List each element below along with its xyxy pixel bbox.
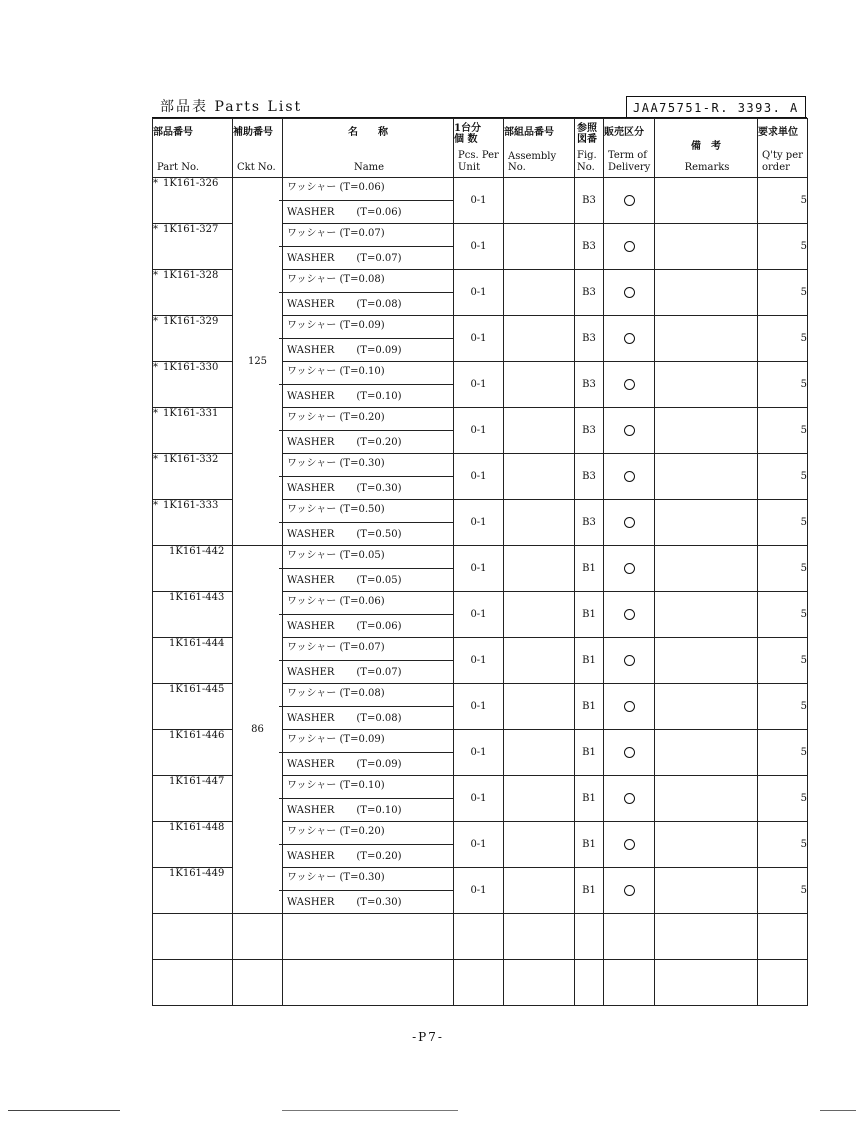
remarks bbox=[655, 362, 758, 408]
part-number-cell bbox=[153, 730, 233, 776]
col-name: 名 称 Name bbox=[283, 119, 454, 178]
part-number: 1K161-448 bbox=[169, 822, 225, 833]
spec: (T=0.09) bbox=[339, 734, 385, 745]
qty-per-order: 5 bbox=[758, 546, 808, 592]
parts-table bbox=[152, 118, 808, 1006]
name-cell bbox=[283, 592, 454, 638]
circle-icon bbox=[624, 471, 635, 482]
fig-no: B1 bbox=[575, 776, 604, 822]
spec: (T=0.10) bbox=[356, 805, 402, 816]
circle-icon bbox=[624, 195, 635, 206]
name-cell bbox=[283, 868, 454, 914]
name-en: WASHER bbox=[287, 207, 335, 218]
name-en: WASHER bbox=[287, 529, 335, 540]
name-jp: ワッシャー bbox=[287, 872, 337, 883]
part-number-cell bbox=[153, 178, 233, 224]
circle-icon bbox=[624, 425, 635, 436]
empty-cell bbox=[604, 960, 655, 1006]
part-number: 1K161-327 bbox=[163, 224, 219, 235]
circle-icon bbox=[624, 839, 635, 850]
assembly-no bbox=[504, 776, 575, 822]
name-cell bbox=[283, 454, 454, 500]
remarks bbox=[655, 776, 758, 822]
fig-no: B1 bbox=[575, 730, 604, 776]
empty-cell bbox=[454, 914, 504, 960]
spec: (T=0.08) bbox=[339, 688, 385, 699]
name-cell bbox=[283, 822, 454, 868]
pcs-per-unit: 0-1 bbox=[454, 454, 504, 500]
empty-cell bbox=[504, 960, 575, 1006]
col-delivery: 販売区分 Term of Delivery bbox=[604, 119, 655, 178]
name-cell bbox=[283, 362, 454, 408]
spec: (T=0.07) bbox=[356, 253, 402, 264]
assembly-no bbox=[504, 454, 575, 500]
delivery-term bbox=[604, 362, 655, 408]
delivery-term bbox=[604, 270, 655, 316]
name-en: WASHER bbox=[287, 667, 335, 678]
fig-no: B1 bbox=[575, 546, 604, 592]
fig-no: B1 bbox=[575, 592, 604, 638]
qty-per-order: 5 bbox=[758, 362, 808, 408]
pcs-per-unit: 0-1 bbox=[454, 822, 504, 868]
qty-per-order: 5 bbox=[758, 592, 808, 638]
part-number: 1K161-449 bbox=[169, 868, 225, 879]
ckt-number: 125 bbox=[233, 178, 283, 546]
spec: (T=0.30) bbox=[339, 872, 385, 883]
assembly-no bbox=[504, 868, 575, 914]
part-number-cell bbox=[153, 546, 233, 592]
empty-cell bbox=[233, 914, 283, 960]
assembly-no bbox=[504, 408, 575, 454]
remarks bbox=[655, 684, 758, 730]
qty-per-order: 5 bbox=[758, 822, 808, 868]
pcs-per-unit: 0-1 bbox=[454, 730, 504, 776]
name-en: WASHER bbox=[287, 713, 335, 724]
part-number-cell bbox=[153, 224, 233, 270]
spec: (T=0.20) bbox=[339, 412, 385, 423]
assembly-no bbox=[504, 822, 575, 868]
pcs-per-unit: 0-1 bbox=[454, 868, 504, 914]
remarks bbox=[655, 868, 758, 914]
part-number-cell bbox=[153, 868, 233, 914]
empty-cell bbox=[283, 914, 454, 960]
circle-icon bbox=[624, 701, 635, 712]
assembly-no bbox=[504, 316, 575, 362]
revision-mark: * bbox=[153, 224, 158, 235]
spec: (T=0.08) bbox=[356, 713, 402, 724]
revision-mark: * bbox=[153, 454, 158, 465]
revision-mark: * bbox=[153, 178, 158, 189]
pcs-per-unit: 0-1 bbox=[454, 178, 504, 224]
empty-cell bbox=[283, 960, 454, 1006]
circle-icon bbox=[624, 379, 635, 390]
delivery-term bbox=[604, 546, 655, 592]
circle-icon bbox=[624, 885, 635, 896]
remarks bbox=[655, 316, 758, 362]
part-number-cell bbox=[153, 408, 233, 454]
pcs-per-unit: 0-1 bbox=[454, 316, 504, 362]
part-number-cell bbox=[153, 592, 233, 638]
fig-no: B1 bbox=[575, 822, 604, 868]
name-cell bbox=[283, 178, 454, 224]
delivery-term bbox=[604, 316, 655, 362]
remarks bbox=[655, 730, 758, 776]
circle-icon bbox=[624, 241, 635, 252]
name-jp: ワッシャー bbox=[287, 826, 337, 837]
part-number: 1K161-330 bbox=[163, 362, 219, 373]
assembly-no bbox=[504, 178, 575, 224]
remarks bbox=[655, 178, 758, 224]
revision-mark: * bbox=[153, 270, 158, 281]
ckt-number: 86 bbox=[233, 546, 283, 914]
circle-icon bbox=[624, 517, 635, 528]
circle-icon bbox=[624, 793, 635, 804]
spec: (T=0.10) bbox=[339, 366, 385, 377]
name-en: WASHER bbox=[287, 483, 335, 494]
col-ckt-no: 補助番号 Ckt No. bbox=[233, 119, 283, 178]
spec: (T=0.50) bbox=[339, 504, 385, 515]
name-jp: ワッシャー bbox=[287, 642, 337, 653]
remarks bbox=[655, 500, 758, 546]
pcs-per-unit: 0-1 bbox=[454, 500, 504, 546]
assembly-no bbox=[504, 224, 575, 270]
spec: (T=0.10) bbox=[356, 391, 402, 402]
col-remarks: 備 考 Remarks bbox=[655, 119, 758, 178]
name-en: WASHER bbox=[287, 621, 335, 632]
part-number: 1K161-331 bbox=[163, 408, 219, 419]
spec: (T=0.30) bbox=[356, 897, 402, 908]
name-en: WASHER bbox=[287, 253, 335, 264]
remarks bbox=[655, 270, 758, 316]
document-code: JAA75751-R. 3393. A bbox=[626, 96, 806, 118]
part-number: 1K161-442 bbox=[169, 546, 225, 557]
qty-per-order: 5 bbox=[758, 316, 808, 362]
scan-artifact bbox=[820, 1110, 856, 1111]
col-pcs-per-unit: 1台分 個 数 Pcs. Per Unit bbox=[454, 119, 504, 178]
remarks bbox=[655, 454, 758, 500]
spec: (T=0.05) bbox=[339, 550, 385, 561]
name-jp: ワッシャー bbox=[287, 182, 337, 193]
circle-icon bbox=[624, 609, 635, 620]
pcs-per-unit: 0-1 bbox=[454, 592, 504, 638]
spec: (T=0.06) bbox=[339, 596, 385, 607]
name-cell bbox=[283, 730, 454, 776]
remarks bbox=[655, 592, 758, 638]
name-jp: ワッシャー bbox=[287, 458, 337, 469]
empty-cell bbox=[575, 914, 604, 960]
delivery-term bbox=[604, 224, 655, 270]
pcs-per-unit: 0-1 bbox=[454, 408, 504, 454]
spec: (T=0.09) bbox=[356, 345, 402, 356]
col-assembly-no: 部組品番号 Assembly No. bbox=[504, 119, 575, 178]
delivery-term bbox=[604, 638, 655, 684]
name-jp: ワッシャー bbox=[287, 320, 337, 331]
empty-cell bbox=[454, 960, 504, 1006]
fig-no: B3 bbox=[575, 454, 604, 500]
spec: (T=0.07) bbox=[356, 667, 402, 678]
circle-icon bbox=[624, 333, 635, 344]
assembly-no bbox=[504, 362, 575, 408]
empty-cell bbox=[153, 960, 233, 1006]
col-fig-no: 参照 図番 Fig. No. bbox=[575, 119, 604, 178]
name-en: WASHER bbox=[287, 851, 335, 862]
col-part-no: 部品番号 Part No. bbox=[153, 119, 233, 178]
fig-no: B3 bbox=[575, 316, 604, 362]
empty-cell bbox=[655, 914, 758, 960]
part-number: 1K161-328 bbox=[163, 270, 219, 281]
pcs-per-unit: 0-1 bbox=[454, 224, 504, 270]
scan-artifact bbox=[282, 1110, 458, 1111]
qty-per-order: 5 bbox=[758, 776, 808, 822]
spec: (T=0.20) bbox=[356, 851, 402, 862]
name-cell bbox=[283, 776, 454, 822]
name-jp: ワッシャー bbox=[287, 228, 337, 239]
empty-cell bbox=[758, 960, 808, 1006]
assembly-no bbox=[504, 684, 575, 730]
revision-mark: * bbox=[153, 362, 158, 373]
assembly-no bbox=[504, 270, 575, 316]
part-number: 1K161-332 bbox=[163, 454, 219, 465]
delivery-term bbox=[604, 776, 655, 822]
qty-per-order: 5 bbox=[758, 730, 808, 776]
fig-no: B3 bbox=[575, 500, 604, 546]
name-cell bbox=[283, 316, 454, 362]
circle-icon bbox=[624, 655, 635, 666]
part-number: 1K161-443 bbox=[169, 592, 225, 603]
qty-per-order: 5 bbox=[758, 178, 808, 224]
col-qty-per-order: 要求単位 Q'ty per order bbox=[758, 119, 808, 178]
qty-per-order: 5 bbox=[758, 454, 808, 500]
empty-row bbox=[153, 960, 808, 1006]
part-number: 1K161-329 bbox=[163, 316, 219, 327]
spec: (T=0.06) bbox=[339, 182, 385, 193]
table-row bbox=[153, 178, 808, 224]
delivery-term bbox=[604, 178, 655, 224]
name-cell bbox=[283, 684, 454, 730]
spec: (T=0.50) bbox=[356, 529, 402, 540]
qty-per-order: 5 bbox=[758, 868, 808, 914]
name-en: WASHER bbox=[287, 299, 335, 310]
name-en: WASHER bbox=[287, 437, 335, 448]
assembly-no bbox=[504, 500, 575, 546]
name-jp: ワッシャー bbox=[287, 596, 337, 607]
delivery-term bbox=[604, 868, 655, 914]
empty-cell bbox=[153, 914, 233, 960]
spec: (T=0.07) bbox=[339, 228, 385, 239]
assembly-no bbox=[504, 592, 575, 638]
qty-per-order: 5 bbox=[758, 270, 808, 316]
part-number-cell bbox=[153, 270, 233, 316]
part-number-cell bbox=[153, 500, 233, 546]
circle-icon bbox=[624, 563, 635, 574]
fig-no: B1 bbox=[575, 868, 604, 914]
name-jp: ワッシャー bbox=[287, 504, 337, 515]
remarks bbox=[655, 822, 758, 868]
empty-cell bbox=[233, 960, 283, 1006]
name-en: WASHER bbox=[287, 805, 335, 816]
empty-cell bbox=[504, 914, 575, 960]
spec: (T=0.06) bbox=[356, 621, 402, 632]
remarks bbox=[655, 224, 758, 270]
spec: (T=0.20) bbox=[339, 826, 385, 837]
part-number: 1K161-326 bbox=[163, 178, 219, 189]
empty-cell bbox=[655, 960, 758, 1006]
pcs-per-unit: 0-1 bbox=[454, 684, 504, 730]
name-en: WASHER bbox=[287, 897, 335, 908]
part-number-cell bbox=[153, 316, 233, 362]
pcs-per-unit: 0-1 bbox=[454, 270, 504, 316]
part-number: 1K161-447 bbox=[169, 776, 225, 787]
circle-icon bbox=[624, 287, 635, 298]
fig-no: B3 bbox=[575, 270, 604, 316]
name-cell bbox=[283, 408, 454, 454]
name-jp: ワッシャー bbox=[287, 688, 337, 699]
scan-artifact bbox=[8, 1110, 120, 1111]
part-number: 1K161-333 bbox=[163, 500, 219, 511]
part-number: 1K161-445 bbox=[169, 684, 225, 695]
name-cell bbox=[283, 224, 454, 270]
pcs-per-unit: 0-1 bbox=[454, 776, 504, 822]
delivery-term bbox=[604, 730, 655, 776]
delivery-term bbox=[604, 684, 655, 730]
part-number-cell bbox=[153, 454, 233, 500]
name-en: WASHER bbox=[287, 391, 335, 402]
name-en: WASHER bbox=[287, 575, 335, 586]
empty-cell bbox=[604, 914, 655, 960]
delivery-term bbox=[604, 822, 655, 868]
fig-no: B3 bbox=[575, 362, 604, 408]
delivery-term bbox=[604, 592, 655, 638]
delivery-term bbox=[604, 408, 655, 454]
name-cell bbox=[283, 638, 454, 684]
assembly-no bbox=[504, 546, 575, 592]
spec: (T=0.08) bbox=[356, 299, 402, 310]
fig-no: B3 bbox=[575, 408, 604, 454]
qty-per-order: 5 bbox=[758, 684, 808, 730]
part-number-cell bbox=[153, 362, 233, 408]
name-jp: ワッシャー bbox=[287, 550, 337, 561]
name-jp: ワッシャー bbox=[287, 366, 337, 377]
name-jp: ワッシャー bbox=[287, 780, 337, 791]
delivery-term bbox=[604, 454, 655, 500]
remarks bbox=[655, 638, 758, 684]
name-jp: ワッシャー bbox=[287, 734, 337, 745]
qty-per-order: 5 bbox=[758, 500, 808, 546]
name-jp: ワッシャー bbox=[287, 274, 337, 285]
part-number-cell bbox=[153, 684, 233, 730]
empty-row bbox=[153, 914, 808, 960]
pcs-per-unit: 0-1 bbox=[454, 362, 504, 408]
delivery-term bbox=[604, 500, 655, 546]
qty-per-order: 5 bbox=[758, 408, 808, 454]
spec: (T=0.10) bbox=[339, 780, 385, 791]
empty-cell bbox=[575, 960, 604, 1006]
table-header-row bbox=[153, 119, 808, 178]
part-number: 1K161-446 bbox=[169, 730, 225, 741]
name-jp: ワッシャー bbox=[287, 412, 337, 423]
name-cell bbox=[283, 500, 454, 546]
spec: (T=0.20) bbox=[356, 437, 402, 448]
part-number-cell bbox=[153, 638, 233, 684]
part-number-cell bbox=[153, 822, 233, 868]
spec: (T=0.09) bbox=[339, 320, 385, 331]
page-title: 部品表 Parts List bbox=[160, 99, 303, 115]
fig-no: B1 bbox=[575, 638, 604, 684]
name-en: WASHER bbox=[287, 759, 335, 770]
revision-mark: * bbox=[153, 316, 158, 327]
pcs-per-unit: 0-1 bbox=[454, 546, 504, 592]
name-cell bbox=[283, 270, 454, 316]
part-number-cell bbox=[153, 776, 233, 822]
fig-no: B1 bbox=[575, 684, 604, 730]
circle-icon bbox=[624, 747, 635, 758]
assembly-no bbox=[504, 638, 575, 684]
spec: (T=0.30) bbox=[339, 458, 385, 469]
spec: (T=0.08) bbox=[339, 274, 385, 285]
spec: (T=0.09) bbox=[356, 759, 402, 770]
page-number: -P7- bbox=[412, 1030, 444, 1044]
qty-per-order: 5 bbox=[758, 638, 808, 684]
fig-no: B3 bbox=[575, 178, 604, 224]
revision-mark: * bbox=[153, 408, 158, 419]
empty-cell bbox=[758, 914, 808, 960]
spec: (T=0.05) bbox=[356, 575, 402, 586]
assembly-no bbox=[504, 730, 575, 776]
spec: (T=0.06) bbox=[356, 207, 402, 218]
table-row bbox=[153, 546, 808, 592]
name-cell bbox=[283, 546, 454, 592]
fig-no: B3 bbox=[575, 224, 604, 270]
revision-mark: * bbox=[153, 500, 158, 511]
pcs-per-unit: 0-1 bbox=[454, 638, 504, 684]
spec: (T=0.07) bbox=[339, 642, 385, 653]
name-en: WASHER bbox=[287, 345, 335, 356]
remarks bbox=[655, 408, 758, 454]
part-number: 1K161-444 bbox=[169, 638, 225, 649]
qty-per-order: 5 bbox=[758, 224, 808, 270]
spec: (T=0.30) bbox=[356, 483, 402, 494]
remarks bbox=[655, 546, 758, 592]
